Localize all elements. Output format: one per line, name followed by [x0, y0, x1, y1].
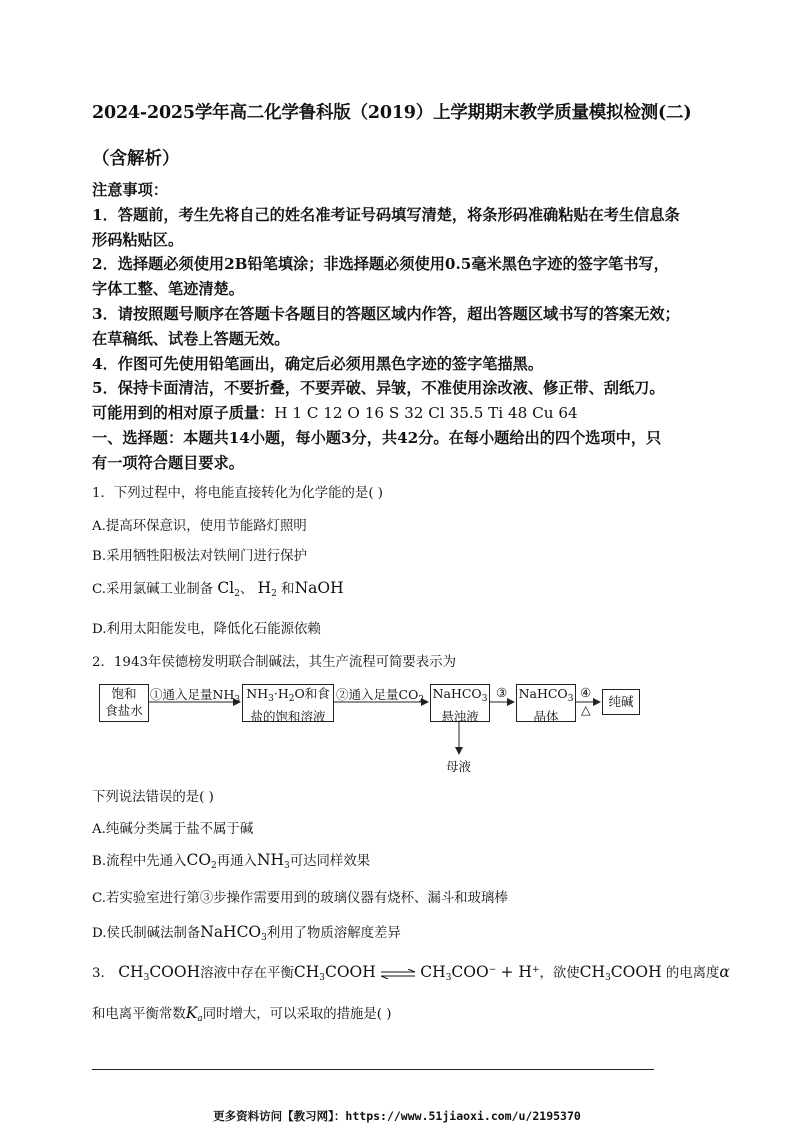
option-text: B.流程中先通入	[92, 854, 187, 869]
footer-divider	[92, 1069, 654, 1070]
formula-main: NH	[246, 686, 269, 701]
formula-sub: 3	[268, 694, 274, 704]
option-text: D.侯氏制碱法制备	[92, 926, 201, 941]
flow-box-text: 盐的饱和溶液	[250, 709, 326, 724]
q1-option-d: D.利用太阳能发电，降低化石能源依赖	[92, 622, 321, 637]
formula-main: O和食	[294, 686, 330, 701]
formula-sub: 2	[234, 589, 240, 599]
page-title: 2024-2025学年高二化学鲁科版（2019）上学期期末教学质量模拟检测(二)	[92, 103, 692, 123]
formula-main: COOH	[324, 963, 376, 981]
formula-nh3	[257, 851, 290, 869]
q1-stem: 1．下列过程中，将电能直接转化为化学能的是( )	[92, 486, 384, 501]
q1-option-b: B.采用牺牲阳极法对铁闸门进行保护	[92, 549, 307, 564]
formula-sub: 3	[481, 694, 488, 704]
notes-item: 形码粘贴区。	[92, 230, 184, 249]
formula-main: H	[257, 579, 272, 597]
formula-naoh: NaOH	[294, 579, 344, 597]
conjunction: 和	[281, 582, 295, 597]
formula-sub: a	[197, 1014, 203, 1024]
notes-item: 2．选择题必须使用2B铅笔填涂；非选择题必须使用0.5毫米黑色字迹的签字笔书写，	[92, 255, 669, 274]
q2-option-c: C.若实验室进行第③步操作需要用到的玻璃仪器有烧杯、漏斗和玻璃棒	[92, 891, 508, 906]
q2-option-d	[92, 922, 401, 943]
formula-proton	[501, 963, 540, 981]
notes-item: 3．请按照题号顺序在答题卡各题目的答题区域内作答，超出答题区域书写的答案无效；	[92, 304, 680, 323]
q2-stem: 2．1943年侯德榜发明联合制碱法，其生产流程可简要表示为	[92, 655, 456, 670]
flow-box-crystal	[516, 684, 576, 722]
formula-main: COO	[451, 963, 489, 981]
formula-nahco3	[200, 923, 267, 941]
formula-sub: 3	[234, 695, 241, 705]
separator: 、	[239, 582, 254, 597]
formula-main: COOH	[149, 963, 201, 981]
formula-main: CH	[293, 963, 320, 981]
step-text: ②通入足量CO	[336, 687, 419, 702]
step-text: ①通入足量NH	[150, 687, 235, 702]
footer-link[interactable]: 更多资料访问【教习网】：https://www.51jiaoxi.com/u/2195370	[213, 1109, 581, 1123]
stem-text: 同时增大，可以采取的措施是( )	[202, 1007, 392, 1022]
formula-main: NaHCO	[432, 686, 482, 701]
flow-box-ammonia-solution	[242, 684, 334, 722]
symbol-ka	[186, 1004, 203, 1022]
formula-main: COOH	[610, 963, 662, 981]
formula-sub: 2	[211, 861, 217, 871]
flow-mother-liquor: 母液	[446, 759, 472, 774]
stem-text: 溶液中存在平衡	[200, 966, 294, 981]
formula-main: NH	[256, 851, 285, 869]
notes-item: 1．答题前，考生先将自己的姓名准考证号码填写清楚，将条形码准确粘贴在考生信息条	[92, 205, 680, 224]
formula-acetic-acid	[118, 963, 200, 981]
formula-acetic-acid	[294, 963, 376, 981]
formula-main: + H	[500, 963, 532, 981]
flow-step-3: ③	[496, 685, 508, 700]
q2-option-b	[92, 850, 370, 871]
formula-sub: 3	[261, 933, 267, 943]
formula-main: K	[185, 1004, 198, 1022]
flow-box-text	[517, 685, 575, 708]
formula-sub: 3	[284, 861, 290, 871]
formula-main: CH	[118, 963, 144, 981]
formula-sup: +	[531, 965, 540, 975]
q2-question: 下列说法错误的是( )	[92, 790, 214, 805]
notes-heading: 注意事项：	[92, 181, 168, 199]
notes-item: 字体工整、笔迹清楚。	[92, 280, 244, 299]
formula-sub: 2	[418, 695, 425, 705]
flow-box-text: 食盐水	[105, 703, 143, 718]
formula-main: ·H	[273, 686, 289, 701]
q1-option-a: A.提高环保意识，使用节能路灯照明	[92, 519, 307, 534]
q1-option-c-text: C.采用氯碱工业制备	[92, 582, 214, 597]
formula-acetate	[420, 963, 496, 981]
formula-main: NaHCO	[200, 923, 262, 941]
formula-acetic-acid	[580, 963, 662, 981]
flow-box-text: 悬浊液	[441, 709, 479, 724]
q2-option-a: A.纯碱分类属于盐不属于碱	[92, 822, 254, 837]
flow-box-text	[431, 685, 489, 708]
question-number: 3．	[92, 966, 114, 981]
formula-co2	[186, 851, 216, 869]
atomic-mass-values: H 1 C 12 O 16 S 32 Cl 35.5 Ti 48 Cu 64	[274, 404, 578, 423]
flow-box-text: 饱和	[111, 686, 137, 701]
flow-step-1	[150, 685, 240, 705]
symbol-alpha: α	[719, 963, 730, 981]
formula-main: CH	[420, 963, 446, 981]
formula-main: NaHCO	[518, 686, 568, 701]
option-text: 利用了物质溶解度差异	[266, 926, 401, 941]
notes-item: 在草稿纸、试卷上答题无效。	[92, 329, 290, 348]
equilibrium-arrow-icon	[380, 969, 416, 979]
option-text: 再通入	[216, 854, 257, 869]
formula-sub: 3	[319, 973, 325, 983]
q3-stem-line1	[92, 962, 730, 983]
atomic-mass-label: 可能用到的相对原子质量：	[92, 404, 275, 423]
formula-sub: 3	[445, 973, 452, 983]
formula-sub: 3	[143, 973, 150, 983]
formula-sup: −	[488, 965, 497, 975]
formula-main: Cl	[217, 579, 235, 597]
formula-sub: 3	[605, 973, 611, 983]
formula-sub: 2	[271, 589, 277, 599]
formula-sub: 3	[567, 694, 574, 704]
stem-text: 的电离度	[665, 966, 720, 981]
flow-step-4-heat: △	[581, 702, 591, 717]
flow-box-soda: 纯碱	[602, 689, 640, 715]
flow-box-text: 晶体	[533, 709, 559, 724]
flow-box-suspension	[430, 684, 490, 722]
page-subtitle: （含解析）	[92, 149, 180, 169]
option-text: 可达同样效果	[289, 854, 371, 869]
q3-stem-line2	[92, 1003, 392, 1024]
flow-step-2	[336, 685, 424, 705]
formula-sub: 2	[288, 694, 295, 704]
flow-step-4: ④	[580, 685, 592, 700]
flow-box-brine	[99, 684, 149, 722]
formula-main: CH	[579, 963, 606, 981]
notes-item: 5．保持卡面清洁，不要折叠，不要弄破、异皱，不准使用涂改液、修正带、刮纸刀。	[92, 379, 665, 398]
formula-main: CO	[186, 851, 212, 869]
section-heading-cont: 有一项符合题目要求。	[92, 453, 244, 472]
flow-box-text	[243, 685, 333, 708]
notes-item: 4．作图可先使用铅笔画出，确定后必须用黑色字迹的签字笔描黑。	[92, 354, 544, 373]
stem-text: 和电离平衡常数	[92, 1007, 186, 1022]
stem-text: ，欲使	[539, 966, 580, 981]
section-heading: 一、选择题：本题共14小题，每小题3分，共42分。在每小题给出的四个选项中，只	[92, 428, 662, 447]
